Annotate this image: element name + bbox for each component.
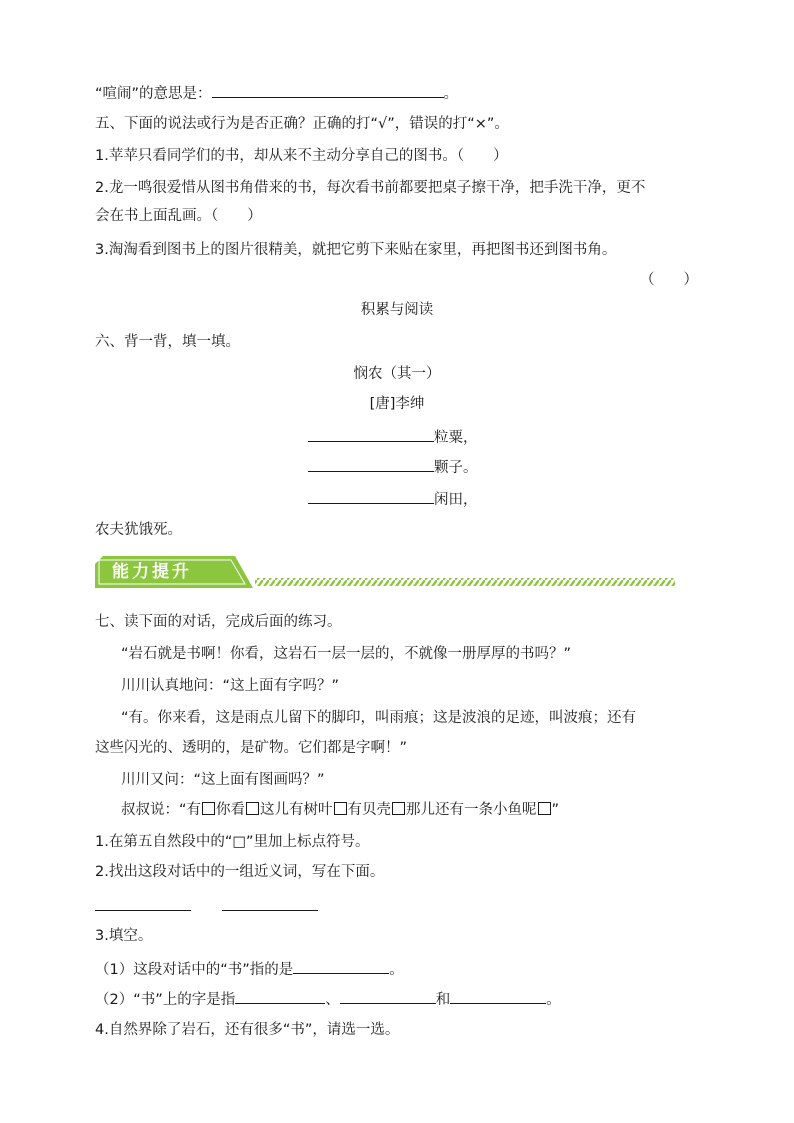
dialog-2: 川川认真地问：“这上面有字吗？”: [121, 678, 340, 694]
answer-blank[interactable]: [212, 82, 444, 98]
section-7-title: 七、读下面的对话，完成后面的练习。: [95, 614, 342, 630]
poem-line-2-end: 颗子。: [434, 460, 478, 476]
period: 。: [546, 992, 561, 1008]
section-heading-reading: 积累与阅读: [360, 302, 434, 318]
poem-title: 悯农（其一）: [353, 366, 441, 382]
banner-hatch-strip: [255, 578, 675, 586]
question-text: “喧闹”的意思是：: [95, 86, 212, 102]
item-5-3-paren: （ ）: [640, 272, 698, 288]
subq-7-2: 2.找出这段对话中的一组近义词，写在下面。: [95, 864, 385, 880]
poem-line-4: 农夫犹饿死。: [95, 522, 182, 538]
dialog-4: 川川又问：“这上面有图画吗？”: [121, 772, 325, 788]
poem-blank-1[interactable]: [308, 426, 434, 442]
dialog-5: [121, 800, 559, 820]
dialog-3-line2: 这些闪光的、透明的，是矿物。它们都是字啊！”: [95, 740, 408, 756]
item-5-2-line1: 2.龙一鸣很爱惜从图书角借来的书，每次看书前都要把桌子擦干净，把手洗干净，更不: [95, 180, 646, 196]
separator: 、: [325, 992, 340, 1008]
item-5-1: 1.苹苹只看同学们的书，却从来不主动分享自己的图书。（ ）: [95, 148, 508, 164]
subq-7-4: 4.自然界除了岩石，还有很多“书”，请选一选。: [95, 1022, 400, 1038]
dialog-5-part: 那儿还有一条小鱼呢: [406, 802, 537, 818]
punct-box-5[interactable]: [538, 802, 551, 815]
question-xuannao: [95, 82, 458, 104]
dialog-1: “岩石就是书啊！你看，这岩石一层一层的，不就像一册厚厚的书吗？”: [121, 646, 572, 662]
item-5-3: 3.淘淘看到图书上的图片很精美，就把它剪下来贴在家里，再把图书还到图书角。: [95, 242, 617, 258]
punct-box-4[interactable]: [392, 802, 405, 815]
answer-blank[interactable]: [450, 988, 546, 1004]
dialog-5-part: 这儿有树叶: [260, 802, 333, 818]
item-5-2-line2: 会在书上面乱画。（ ）: [95, 208, 262, 224]
answer-blank[interactable]: [340, 988, 436, 1004]
poem-line-3-end: 闲田，: [434, 492, 478, 508]
answer-blank[interactable]: [293, 958, 389, 974]
poem-line-1: [308, 426, 478, 448]
punct-box-3[interactable]: [334, 802, 347, 815]
punct-box-1[interactable]: [202, 802, 215, 815]
poem-blank-3[interactable]: [308, 488, 434, 504]
section-5-title: 五、下面的说法或行为是否正确？正确的打“√”，错误的打“×”。: [95, 116, 509, 132]
period: 。: [389, 962, 404, 978]
subq-7-3-2: [95, 988, 561, 1010]
dialog-5-part: ”: [551, 802, 560, 818]
subq-7-3-1: [95, 958, 404, 980]
dialog-3-line1: “有。你来看，这是雨点儿留下的脚印，叫雨痕；这是波浪的足迹，叫波痕；还有: [121, 710, 637, 726]
poem-line-2: [308, 456, 478, 478]
answer-blank[interactable]: [235, 988, 325, 1004]
poem-author: [唐]李绅: [369, 396, 425, 412]
poem-blank-2[interactable]: [308, 456, 434, 472]
synonym-blank-2[interactable]: [222, 910, 318, 911]
subq-7-1: 1.在第五自然段中的“□”里加上标点符号。: [95, 834, 370, 850]
poem-line-1-end: 粒粟，: [434, 430, 478, 446]
banner-label: 能力提升: [112, 562, 192, 582]
poem-line-3: [308, 488, 478, 510]
dialog-5-part: 叔叔说：“有: [121, 802, 202, 818]
section-6-title: 六、背一背，填一填。: [95, 334, 240, 350]
dialog-5-part: 有贝壳: [347, 802, 392, 818]
subq-7-3: 3.填空。: [95, 928, 153, 944]
subq-text: （1）这段对话中的“书”指的是: [95, 962, 294, 978]
period: 。: [443, 86, 459, 102]
subq-text: （2）“书”上的字是指: [95, 992, 236, 1008]
punct-box-2[interactable]: [246, 802, 259, 815]
dialog-5-part: 你看: [216, 802, 246, 818]
separator: 和: [435, 992, 451, 1008]
synonym-blank-1[interactable]: [95, 910, 191, 911]
